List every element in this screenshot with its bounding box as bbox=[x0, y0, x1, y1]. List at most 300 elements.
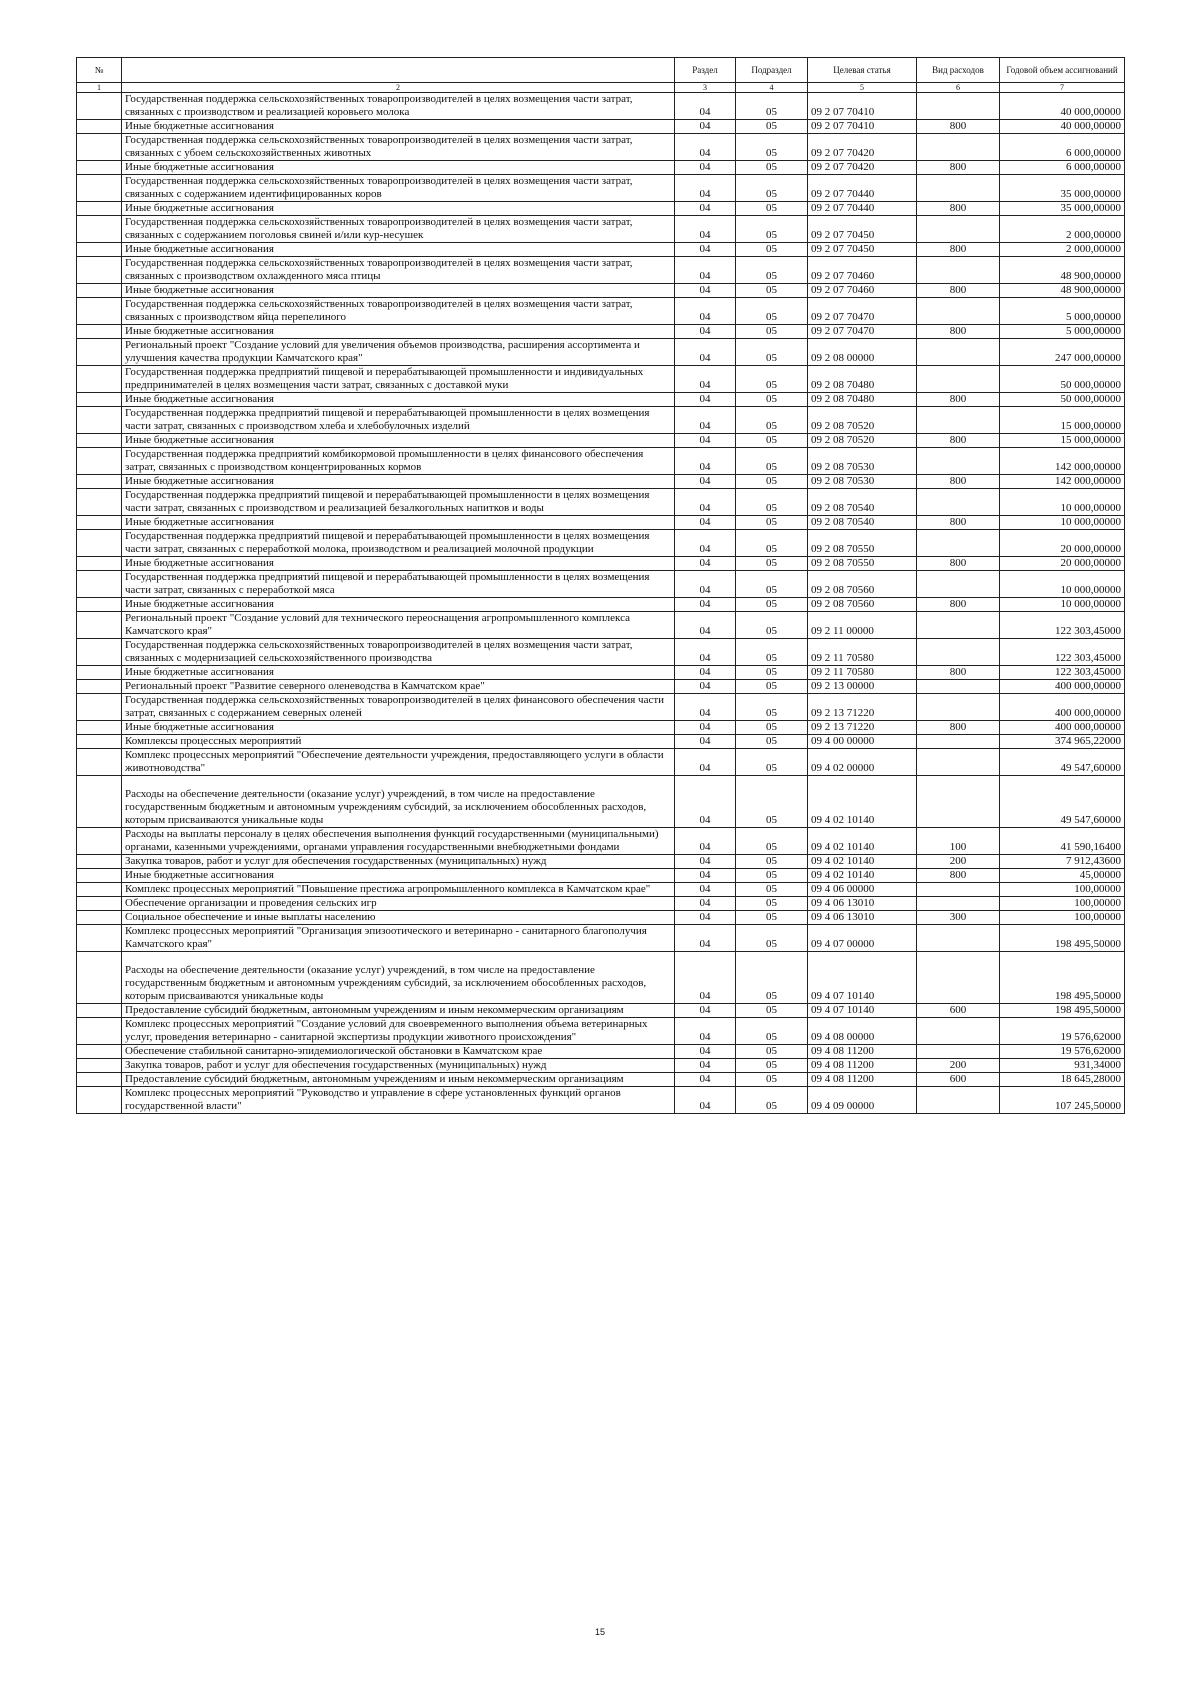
table-row bbox=[77, 883, 1125, 897]
col-index: 7 bbox=[1000, 83, 1125, 93]
row-amount-cell: 100,00000 bbox=[1000, 883, 1125, 897]
row-number-cell bbox=[77, 721, 122, 735]
row-name-cell: Иные бюджетные ассигнования bbox=[122, 325, 675, 339]
row-kind-cell bbox=[917, 680, 1000, 694]
table-row bbox=[77, 284, 1125, 298]
row-section-cell: 04 bbox=[675, 612, 736, 639]
row-amount-cell: 15 000,00000 bbox=[1000, 407, 1125, 434]
row-subsection-cell: 05 bbox=[736, 161, 808, 175]
row-kind-cell bbox=[917, 257, 1000, 284]
row-amount-cell: 45,00000 bbox=[1000, 869, 1125, 883]
row-target-cell: 09 2 07 70460 bbox=[808, 284, 917, 298]
col-name-header bbox=[122, 58, 675, 83]
row-subsection-cell: 05 bbox=[736, 776, 808, 828]
row-subsection-cell: 05 bbox=[736, 612, 808, 639]
row-number-cell bbox=[77, 489, 122, 516]
row-amount-cell: 41 590,16400 bbox=[1000, 828, 1125, 855]
table-row bbox=[77, 298, 1125, 325]
row-name-cell: Расходы на обеспечение деятельности (оказание услуг) учреждений, в том числе на предоставление государственным бюджетным и автономным учреждениям субсидий, за исключением обособленных расходов, которым присваиваются уникальные коды bbox=[122, 776, 675, 828]
row-subsection-cell: 05 bbox=[736, 489, 808, 516]
row-kind-cell bbox=[917, 93, 1000, 120]
row-number-cell bbox=[77, 666, 122, 680]
col-kind-header: Вид расходов bbox=[917, 58, 1000, 83]
row-subsection-cell: 05 bbox=[736, 571, 808, 598]
budget-table bbox=[76, 57, 1125, 1114]
row-amount-cell: 35 000,00000 bbox=[1000, 175, 1125, 202]
row-kind-cell: 800 bbox=[917, 325, 1000, 339]
row-name-cell: Комплекс процессных мероприятий "Организация эпизоотического и ветеринарно - санитарного благополучия Камчатского края" bbox=[122, 925, 675, 952]
row-name-cell: Государственная поддержка сельскохозяйственных товаропроизводителей в целях возмещения части затрат, связанных с убоем сельскохозяйственных животных bbox=[122, 134, 675, 161]
row-amount-cell: 400 000,00000 bbox=[1000, 680, 1125, 694]
row-target-cell: 09 4 06 13010 bbox=[808, 911, 917, 925]
row-name-cell: Региональный проект "Создание условий для увеличения объемов производства, расширения ассортимента и улучшения качества продукции Камчатского края" bbox=[122, 339, 675, 366]
row-section-cell: 04 bbox=[675, 93, 736, 120]
row-kind-cell bbox=[917, 1045, 1000, 1059]
row-section-cell: 04 bbox=[675, 680, 736, 694]
row-subsection-cell: 05 bbox=[736, 1073, 808, 1087]
table-row bbox=[77, 1045, 1125, 1059]
row-amount-cell: 198 495,50000 bbox=[1000, 925, 1125, 952]
col-index: 1 bbox=[77, 83, 122, 93]
row-number-cell bbox=[77, 828, 122, 855]
row-kind-cell: 800 bbox=[917, 434, 1000, 448]
table-row bbox=[77, 666, 1125, 680]
row-kind-cell: 800 bbox=[917, 869, 1000, 883]
row-subsection-cell: 05 bbox=[736, 475, 808, 489]
row-amount-cell: 40 000,00000 bbox=[1000, 120, 1125, 134]
table-row bbox=[77, 202, 1125, 216]
row-section-cell: 04 bbox=[675, 828, 736, 855]
row-subsection-cell: 05 bbox=[736, 1087, 808, 1114]
row-name-cell: Закупка товаров, работ и услуг для обеспечения государственных (муниципальных) нужд bbox=[122, 855, 675, 869]
row-name-cell: Государственная поддержка сельскохозяйственных товаропроизводителей в целях финансового обеспечения части затрат, связанных с содержанием северных оленей bbox=[122, 694, 675, 721]
row-subsection-cell: 05 bbox=[736, 925, 808, 952]
row-number-cell bbox=[77, 434, 122, 448]
row-name-cell: Расходы на выплаты персоналу в целях обеспечения выполнения функций государственными (муниципальными) органами, казенными учреждениями, органами управления государственными внебюджетными фондами bbox=[122, 828, 675, 855]
row-amount-cell: 374 965,22000 bbox=[1000, 735, 1125, 749]
table-row bbox=[77, 735, 1125, 749]
row-target-cell: 09 2 08 70480 bbox=[808, 366, 917, 393]
row-name-cell: Иные бюджетные ассигнования bbox=[122, 393, 675, 407]
table-row bbox=[77, 448, 1125, 475]
row-section-cell: 04 bbox=[675, 448, 736, 475]
row-subsection-cell: 05 bbox=[736, 749, 808, 776]
row-number-cell bbox=[77, 175, 122, 202]
row-kind-cell: 300 bbox=[917, 911, 1000, 925]
row-subsection-cell: 05 bbox=[736, 883, 808, 897]
row-section-cell: 04 bbox=[675, 721, 736, 735]
row-section-cell: 04 bbox=[675, 216, 736, 243]
row-target-cell: 09 2 11 70580 bbox=[808, 666, 917, 680]
row-kind-cell bbox=[917, 883, 1000, 897]
row-amount-cell: 48 900,00000 bbox=[1000, 257, 1125, 284]
row-amount-cell: 5 000,00000 bbox=[1000, 325, 1125, 339]
row-target-cell: 09 4 02 10140 bbox=[808, 855, 917, 869]
row-kind-cell bbox=[917, 776, 1000, 828]
row-section-cell: 04 bbox=[675, 735, 736, 749]
table-row bbox=[77, 393, 1125, 407]
row-kind-cell: 800 bbox=[917, 721, 1000, 735]
row-number-cell bbox=[77, 325, 122, 339]
row-subsection-cell: 05 bbox=[736, 325, 808, 339]
table-row bbox=[77, 869, 1125, 883]
row-kind-cell: 200 bbox=[917, 1059, 1000, 1073]
table-row bbox=[77, 925, 1125, 952]
row-amount-cell: 50 000,00000 bbox=[1000, 393, 1125, 407]
row-subsection-cell: 05 bbox=[736, 339, 808, 366]
row-target-cell: 09 4 08 11200 bbox=[808, 1059, 917, 1073]
row-subsection-cell: 05 bbox=[736, 1045, 808, 1059]
row-section-cell: 04 bbox=[675, 1045, 736, 1059]
row-kind-cell bbox=[917, 1087, 1000, 1114]
row-target-cell: 09 2 08 70540 bbox=[808, 516, 917, 530]
row-target-cell: 09 4 00 00000 bbox=[808, 735, 917, 749]
row-subsection-cell: 05 bbox=[736, 721, 808, 735]
row-amount-cell: 50 000,00000 bbox=[1000, 366, 1125, 393]
row-name-cell: Иные бюджетные ассигнования bbox=[122, 869, 675, 883]
row-number-cell bbox=[77, 243, 122, 257]
table-row bbox=[77, 1073, 1125, 1087]
row-target-cell: 09 4 02 00000 bbox=[808, 749, 917, 776]
row-name-cell: Государственная поддержка предприятий пищевой и перерабатывающей промышленности в целях возмещения части затрат, связанных с переработкой молока, производством и реализацией молочной продукции bbox=[122, 530, 675, 557]
row-number-cell bbox=[77, 1004, 122, 1018]
row-target-cell: 09 2 07 70450 bbox=[808, 243, 917, 257]
col-index: 4 bbox=[736, 83, 808, 93]
row-kind-cell bbox=[917, 925, 1000, 952]
row-section-cell: 04 bbox=[675, 202, 736, 216]
row-amount-cell: 20 000,00000 bbox=[1000, 557, 1125, 571]
row-name-cell: Социальное обеспечение и иные выплаты населению bbox=[122, 911, 675, 925]
row-amount-cell: 142 000,00000 bbox=[1000, 475, 1125, 489]
row-number-cell bbox=[77, 749, 122, 776]
row-number-cell bbox=[77, 216, 122, 243]
row-section-cell: 04 bbox=[675, 897, 736, 911]
row-name-cell: Закупка товаров, работ и услуг для обеспечения государственных (муниципальных) нужд bbox=[122, 1059, 675, 1073]
row-section-cell: 04 bbox=[675, 489, 736, 516]
row-kind-cell: 100 bbox=[917, 828, 1000, 855]
row-section-cell: 04 bbox=[675, 366, 736, 393]
row-subsection-cell: 05 bbox=[736, 869, 808, 883]
row-name-cell: Государственная поддержка предприятий пищевой и перерабатывающей промышленности в целях возмещения части затрат, связанных с производством хлеба и хлебобулочных изделий bbox=[122, 407, 675, 434]
row-target-cell: 09 2 08 00000 bbox=[808, 339, 917, 366]
table-row bbox=[77, 489, 1125, 516]
row-subsection-cell: 05 bbox=[736, 639, 808, 666]
row-name-cell: Государственная поддержка сельскохозяйственных товаропроизводителей в целях возмещения части затрат, связанных с модернизацией сельскохозяйственного производства bbox=[122, 639, 675, 666]
row-section-cell: 04 bbox=[675, 339, 736, 366]
row-subsection-cell: 05 bbox=[736, 666, 808, 680]
row-amount-cell: 10 000,00000 bbox=[1000, 571, 1125, 598]
row-section-cell: 04 bbox=[675, 393, 736, 407]
table-row bbox=[77, 911, 1125, 925]
row-subsection-cell: 05 bbox=[736, 694, 808, 721]
row-target-cell: 09 2 08 70550 bbox=[808, 530, 917, 557]
row-target-cell: 09 2 13 00000 bbox=[808, 680, 917, 694]
col-no-header: № bbox=[77, 58, 122, 83]
row-subsection-cell: 05 bbox=[736, 952, 808, 1004]
row-amount-cell: 400 000,00000 bbox=[1000, 721, 1125, 735]
row-subsection-cell: 05 bbox=[736, 393, 808, 407]
table-row bbox=[77, 120, 1125, 134]
row-number-cell bbox=[77, 639, 122, 666]
row-number-cell bbox=[77, 694, 122, 721]
row-amount-cell: 247 000,00000 bbox=[1000, 339, 1125, 366]
row-section-cell: 04 bbox=[675, 883, 736, 897]
row-amount-cell: 107 245,50000 bbox=[1000, 1087, 1125, 1114]
row-target-cell: 09 4 08 11200 bbox=[808, 1045, 917, 1059]
row-number-cell bbox=[77, 897, 122, 911]
row-target-cell: 09 4 08 11200 bbox=[808, 1073, 917, 1087]
row-subsection-cell: 05 bbox=[736, 284, 808, 298]
row-subsection-cell: 05 bbox=[736, 735, 808, 749]
row-name-cell: Комплекс процессных мероприятий "Руководство и управление в сфере установленных функций органов государственной власти" bbox=[122, 1087, 675, 1114]
row-section-cell: 04 bbox=[675, 161, 736, 175]
row-target-cell: 09 4 06 13010 bbox=[808, 897, 917, 911]
row-target-cell: 09 2 07 70460 bbox=[808, 257, 917, 284]
row-target-cell: 09 2 08 70550 bbox=[808, 557, 917, 571]
row-target-cell: 09 2 07 70420 bbox=[808, 134, 917, 161]
table-row bbox=[77, 516, 1125, 530]
row-kind-cell bbox=[917, 216, 1000, 243]
row-target-cell: 09 2 07 70440 bbox=[808, 202, 917, 216]
row-target-cell: 09 2 07 70470 bbox=[808, 325, 917, 339]
row-kind-cell bbox=[917, 749, 1000, 776]
row-subsection-cell: 05 bbox=[736, 680, 808, 694]
table-row bbox=[77, 639, 1125, 666]
col-target-header: Целевая статья bbox=[808, 58, 917, 83]
index-row bbox=[77, 83, 1125, 93]
row-name-cell: Государственная поддержка сельскохозяйственных товаропроизводителей в целях возмещения части затрат, связанных с содержанием поголовья свиней и/или кур-несушек bbox=[122, 216, 675, 243]
col-subsection-header: Подраздел bbox=[736, 58, 808, 83]
row-number-cell bbox=[77, 1045, 122, 1059]
row-name-cell: Предоставление субсидий бюджетным, автономным учреждениям и иным некоммерческим организациям bbox=[122, 1004, 675, 1018]
row-kind-cell bbox=[917, 897, 1000, 911]
table-row bbox=[77, 175, 1125, 202]
row-target-cell: 09 2 07 70420 bbox=[808, 161, 917, 175]
row-subsection-cell: 05 bbox=[736, 598, 808, 612]
row-amount-cell: 198 495,50000 bbox=[1000, 1004, 1125, 1018]
row-target-cell: 09 2 07 70410 bbox=[808, 120, 917, 134]
row-kind-cell: 800 bbox=[917, 516, 1000, 530]
row-kind-cell bbox=[917, 175, 1000, 202]
table-row bbox=[77, 93, 1125, 120]
row-amount-cell: 931,34000 bbox=[1000, 1059, 1125, 1073]
row-section-cell: 04 bbox=[675, 434, 736, 448]
row-amount-cell: 18 645,28000 bbox=[1000, 1073, 1125, 1087]
row-number-cell bbox=[77, 1073, 122, 1087]
row-target-cell: 09 2 08 70480 bbox=[808, 393, 917, 407]
row-section-cell: 04 bbox=[675, 243, 736, 257]
row-name-cell: Расходы на обеспечение деятельности (оказание услуг) учреждений, в том числе на предоставление государственным бюджетным и автономным учреждениям субсидий, за исключением обособленных расходов, которым присваиваются уникальные коды bbox=[122, 952, 675, 1004]
table-row bbox=[77, 776, 1125, 828]
table-body bbox=[77, 93, 1125, 1114]
row-amount-cell: 7 912,43600 bbox=[1000, 855, 1125, 869]
table-row bbox=[77, 694, 1125, 721]
row-amount-cell: 40 000,00000 bbox=[1000, 93, 1125, 120]
row-kind-cell: 200 bbox=[917, 855, 1000, 869]
row-subsection-cell: 05 bbox=[736, 120, 808, 134]
col-section-header: Раздел bbox=[675, 58, 736, 83]
row-amount-cell: 10 000,00000 bbox=[1000, 489, 1125, 516]
row-section-cell: 04 bbox=[675, 639, 736, 666]
row-kind-cell: 600 bbox=[917, 1073, 1000, 1087]
row-amount-cell: 122 303,45000 bbox=[1000, 612, 1125, 639]
row-subsection-cell: 05 bbox=[736, 257, 808, 284]
row-subsection-cell: 05 bbox=[736, 407, 808, 434]
row-number-cell bbox=[77, 571, 122, 598]
row-kind-cell: 800 bbox=[917, 598, 1000, 612]
row-amount-cell: 19 576,62000 bbox=[1000, 1018, 1125, 1045]
row-name-cell: Комплекс процессных мероприятий "Повышение престижа агропромышленного комплекса в Камчатском крае" bbox=[122, 883, 675, 897]
row-number-cell bbox=[77, 407, 122, 434]
row-section-cell: 04 bbox=[675, 694, 736, 721]
row-target-cell: 09 2 11 70580 bbox=[808, 639, 917, 666]
row-kind-cell: 800 bbox=[917, 475, 1000, 489]
row-subsection-cell: 05 bbox=[736, 516, 808, 530]
row-name-cell: Государственная поддержка сельскохозяйственных товаропроизводителей в целях возмещения части затрат, связанных с производством яйца перепелиного bbox=[122, 298, 675, 325]
row-section-cell: 04 bbox=[675, 869, 736, 883]
table-row bbox=[77, 434, 1125, 448]
row-number-cell bbox=[77, 883, 122, 897]
row-subsection-cell: 05 bbox=[736, 1018, 808, 1045]
row-section-cell: 04 bbox=[675, 325, 736, 339]
row-name-cell: Комплексы процессных мероприятий bbox=[122, 735, 675, 749]
row-name-cell: Иные бюджетные ассигнования bbox=[122, 202, 675, 216]
row-target-cell: 09 2 07 70440 bbox=[808, 175, 917, 202]
row-section-cell: 04 bbox=[675, 120, 736, 134]
row-name-cell: Иные бюджетные ассигнования bbox=[122, 434, 675, 448]
row-subsection-cell: 05 bbox=[736, 897, 808, 911]
row-section-cell: 04 bbox=[675, 1018, 736, 1045]
table-row bbox=[77, 612, 1125, 639]
row-name-cell: Комплекс процессных мероприятий "Создание условий для своевременного выполнения объема ветеринарных услуг, проведения ветеринарно - санитарной экспертизы продукции животного происхождения" bbox=[122, 1018, 675, 1045]
row-name-cell: Обеспечение стабильной санитарно-эпидемиологической обстановки в Камчатском крае bbox=[122, 1045, 675, 1059]
table-row bbox=[77, 243, 1125, 257]
table-row bbox=[77, 1087, 1125, 1114]
row-section-cell: 04 bbox=[675, 557, 736, 571]
table-row bbox=[77, 475, 1125, 489]
table-row bbox=[77, 571, 1125, 598]
row-target-cell: 09 2 07 70410 bbox=[808, 93, 917, 120]
table-row bbox=[77, 897, 1125, 911]
row-amount-cell: 2 000,00000 bbox=[1000, 216, 1125, 243]
row-subsection-cell: 05 bbox=[736, 911, 808, 925]
row-subsection-cell: 05 bbox=[736, 855, 808, 869]
col-index: 5 bbox=[808, 83, 917, 93]
row-kind-cell: 800 bbox=[917, 161, 1000, 175]
row-name-cell: Иные бюджетные ассигнования bbox=[122, 557, 675, 571]
row-number-cell bbox=[77, 776, 122, 828]
row-section-cell: 04 bbox=[675, 925, 736, 952]
table-row bbox=[77, 216, 1125, 243]
row-kind-cell bbox=[917, 571, 1000, 598]
row-name-cell: Иные бюджетные ассигнования bbox=[122, 284, 675, 298]
row-name-cell: Государственная поддержка сельскохозяйственных товаропроизводителей в целях возмещения части затрат, связанных с производством охлажденного мяса птицы bbox=[122, 257, 675, 284]
row-number-cell bbox=[77, 161, 122, 175]
row-kind-cell: 800 bbox=[917, 557, 1000, 571]
table-row bbox=[77, 257, 1125, 284]
row-number-cell bbox=[77, 284, 122, 298]
table-row bbox=[77, 680, 1125, 694]
row-number-cell bbox=[77, 612, 122, 639]
row-number-cell bbox=[77, 1018, 122, 1045]
row-target-cell: 09 4 02 10140 bbox=[808, 828, 917, 855]
row-amount-cell: 400 000,00000 bbox=[1000, 694, 1125, 721]
row-kind-cell: 800 bbox=[917, 120, 1000, 134]
row-section-cell: 04 bbox=[675, 530, 736, 557]
row-section-cell: 04 bbox=[675, 776, 736, 828]
row-kind-cell bbox=[917, 612, 1000, 639]
row-subsection-cell: 05 bbox=[736, 216, 808, 243]
table-row bbox=[77, 828, 1125, 855]
table-row bbox=[77, 952, 1125, 1004]
row-number-cell bbox=[77, 516, 122, 530]
row-name-cell: Региональный проект "Создание условий для технического переоснащения агропромышленного комплекса Камчатского края" bbox=[122, 612, 675, 639]
row-amount-cell: 35 000,00000 bbox=[1000, 202, 1125, 216]
row-target-cell: 09 2 08 70520 bbox=[808, 434, 917, 448]
row-number-cell bbox=[77, 134, 122, 161]
row-section-cell: 04 bbox=[675, 175, 736, 202]
row-number-cell bbox=[77, 1059, 122, 1073]
table-row bbox=[77, 134, 1125, 161]
row-target-cell: 09 2 11 00000 bbox=[808, 612, 917, 639]
row-section-cell: 04 bbox=[675, 298, 736, 325]
row-number-cell bbox=[77, 557, 122, 571]
table-row bbox=[77, 1059, 1125, 1073]
row-number-cell bbox=[77, 393, 122, 407]
page-number: 15 bbox=[594, 1627, 605, 1637]
row-target-cell: 09 4 02 10140 bbox=[808, 776, 917, 828]
table-row bbox=[77, 407, 1125, 434]
table-row bbox=[77, 325, 1125, 339]
row-name-cell: Государственная поддержка предприятий комбикормовой промышленности в целях финансового обеспечения затрат, связанных с производством концентрированных кормов bbox=[122, 448, 675, 475]
row-kind-cell bbox=[917, 530, 1000, 557]
row-subsection-cell: 05 bbox=[736, 434, 808, 448]
row-subsection-cell: 05 bbox=[736, 93, 808, 120]
row-subsection-cell: 05 bbox=[736, 202, 808, 216]
row-name-cell: Иные бюджетные ассигнования bbox=[122, 598, 675, 612]
row-subsection-cell: 05 bbox=[736, 134, 808, 161]
row-number-cell bbox=[77, 952, 122, 1004]
row-number-cell bbox=[77, 475, 122, 489]
row-number-cell bbox=[77, 869, 122, 883]
row-kind-cell: 600 bbox=[917, 1004, 1000, 1018]
row-target-cell: 09 2 13 71220 bbox=[808, 721, 917, 735]
row-section-cell: 04 bbox=[675, 516, 736, 530]
row-target-cell: 09 2 08 70530 bbox=[808, 448, 917, 475]
row-target-cell: 09 4 07 10140 bbox=[808, 1004, 917, 1018]
row-amount-cell: 100,00000 bbox=[1000, 897, 1125, 911]
row-number-cell bbox=[77, 598, 122, 612]
row-kind-cell: 800 bbox=[917, 243, 1000, 257]
row-number-cell bbox=[77, 530, 122, 557]
row-section-cell: 04 bbox=[675, 284, 736, 298]
row-name-cell: Иные бюджетные ассигнования bbox=[122, 666, 675, 680]
row-kind-cell bbox=[917, 1018, 1000, 1045]
row-name-cell: Государственная поддержка предприятий пищевой и перерабатывающей промышленности и индивидуальных предпринимателей в целях возмещения части затрат, связанных с доставкой муки bbox=[122, 366, 675, 393]
row-number-cell bbox=[77, 448, 122, 475]
row-amount-cell: 6 000,00000 bbox=[1000, 161, 1125, 175]
row-name-cell: Иные бюджетные ассигнования bbox=[122, 721, 675, 735]
row-section-cell: 04 bbox=[675, 257, 736, 284]
row-target-cell: 09 2 07 70450 bbox=[808, 216, 917, 243]
row-kind-cell bbox=[917, 407, 1000, 434]
row-amount-cell: 122 303,45000 bbox=[1000, 639, 1125, 666]
row-target-cell: 09 2 08 70520 bbox=[808, 407, 917, 434]
row-section-cell: 04 bbox=[675, 1073, 736, 1087]
table-row bbox=[77, 530, 1125, 557]
row-name-cell: Иные бюджетные ассигнования bbox=[122, 120, 675, 134]
row-number-cell bbox=[77, 735, 122, 749]
